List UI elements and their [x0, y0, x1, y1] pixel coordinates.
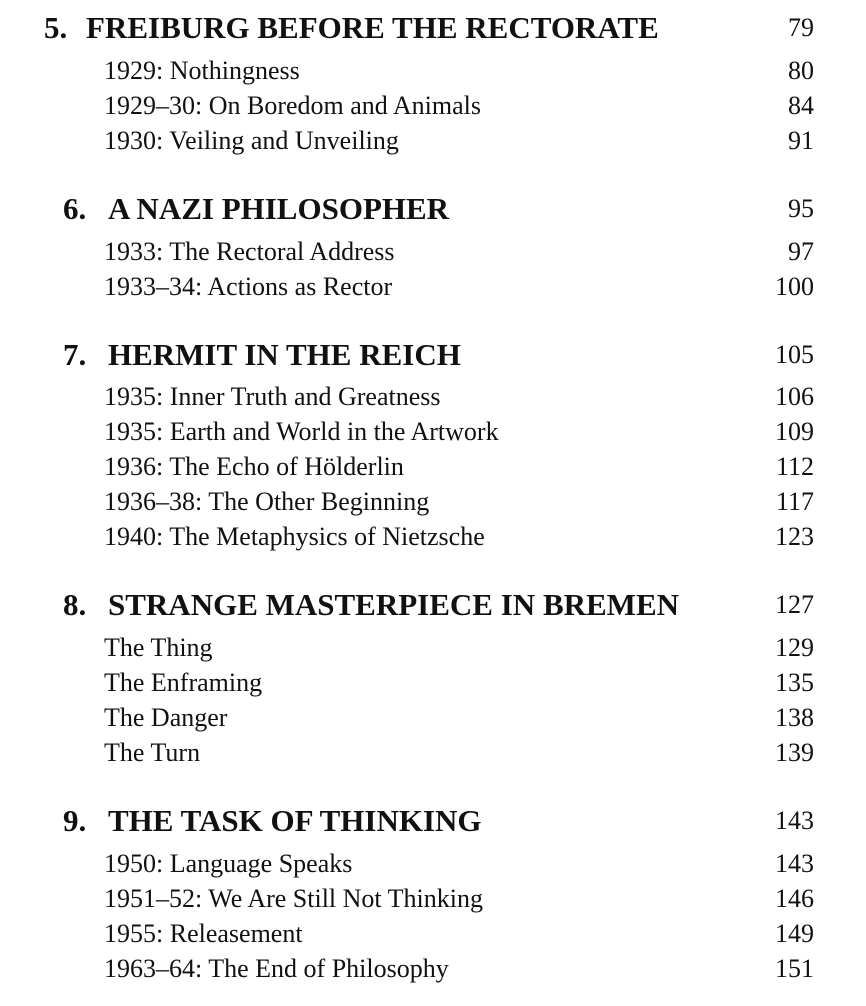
- chapter-title: STRANGE MASTERPIECE IN BREMEN: [108, 587, 680, 622]
- toc-entry: [0, 269, 866, 304]
- chapter-number: 7.: [63, 337, 87, 372]
- toc-entry: [0, 735, 866, 770]
- entry-page: 80: [788, 56, 814, 85]
- chapter-page: 79: [788, 13, 814, 42]
- chapter-heading: [0, 189, 866, 229]
- entry-page: 138: [775, 703, 814, 732]
- chapter-page: 95: [788, 194, 814, 223]
- entry-title: 1933: The Rectoral Address: [104, 237, 395, 266]
- entry-page: 149: [775, 919, 814, 948]
- toc-entry: [0, 916, 866, 951]
- entry-title: 1930: Veiling and Unveiling: [104, 126, 399, 155]
- chapter-number: 5.: [44, 10, 68, 45]
- chapter-page: 105: [775, 340, 814, 369]
- entry-page: 117: [775, 487, 814, 516]
- chapter-page: 127: [775, 590, 814, 619]
- toc-entry: [0, 234, 866, 269]
- entry-title: 1936–38: The Other Beginning: [104, 487, 430, 516]
- toc-entry: [0, 700, 866, 735]
- entry-title: 1933–34: Actions as Rector: [104, 272, 393, 301]
- chapter-number: 8.: [63, 587, 87, 622]
- entry-title: 1936: The Echo of Hölderlin: [104, 452, 404, 481]
- entry-title: 1935: Earth and World in the Artwork: [104, 417, 499, 446]
- toc-entry: [0, 379, 866, 414]
- entry-title: 1955: Releasement: [104, 919, 303, 948]
- entry-page: 129: [775, 633, 814, 662]
- entry-page: 106: [775, 382, 814, 411]
- entry-page: 151: [775, 954, 814, 983]
- chapter-heading: [0, 8, 866, 48]
- entry-title: 1951–52: We Are Still Not Thinking: [104, 884, 484, 913]
- entry-title: The Enframing: [104, 668, 263, 697]
- entry-page: 139: [775, 738, 814, 767]
- entry-page: 91: [788, 126, 814, 155]
- toc-entry: [0, 449, 866, 484]
- toc-entry: [0, 123, 866, 158]
- toc-entry: [0, 881, 866, 916]
- chapter-title: THE TASK OF THINKING: [108, 803, 482, 838]
- toc-entry: [0, 951, 866, 986]
- entry-page: 143: [775, 849, 814, 878]
- entry-title: 1935: Inner Truth and Greatness: [104, 382, 441, 411]
- toc-entry: [0, 630, 866, 665]
- toc-entry: [0, 484, 866, 519]
- toc-entry: [0, 665, 866, 700]
- entry-title: 1950: Language Speaks: [104, 849, 353, 878]
- toc-entry: [0, 53, 866, 88]
- toc-entry: [0, 519, 866, 554]
- entry-page: 97: [788, 237, 814, 266]
- chapter-title: FREIBURG BEFORE THE RECTORATE: [86, 10, 659, 45]
- toc-entry: [0, 846, 866, 881]
- chapter-heading: [0, 801, 866, 841]
- chapter-page: 143: [775, 806, 814, 835]
- chapter-title: HERMIT IN THE REICH: [108, 337, 461, 372]
- entry-title: 1929: Nothingness: [104, 56, 300, 85]
- toc-entry: [0, 414, 866, 449]
- entry-page: 84: [788, 91, 814, 120]
- entry-page: 123: [775, 522, 814, 551]
- entry-page: 109: [775, 417, 814, 446]
- chapter-heading: [0, 585, 866, 625]
- chapter-title: A NAZI PHILOSOPHER: [108, 191, 450, 226]
- entry-page: 135: [775, 668, 814, 697]
- entry-title: The Turn: [104, 738, 201, 767]
- entry-title: 1963–64: The End of Philosophy: [104, 954, 449, 983]
- entry-title: 1940: The Metaphysics of Nietzsche: [104, 522, 485, 551]
- toc-entry: [0, 88, 866, 123]
- entry-page: 146: [775, 884, 814, 913]
- entry-page: 100: [775, 272, 814, 301]
- entry-page: 112: [775, 452, 814, 481]
- entry-title: The Thing: [104, 633, 213, 662]
- chapter-heading: [0, 335, 866, 375]
- chapter-number: 9.: [63, 803, 87, 838]
- entry-title: The Danger: [104, 703, 228, 732]
- chapter-number: 6.: [63, 191, 87, 226]
- entry-title: 1929–30: On Boredom and Animals: [104, 91, 481, 120]
